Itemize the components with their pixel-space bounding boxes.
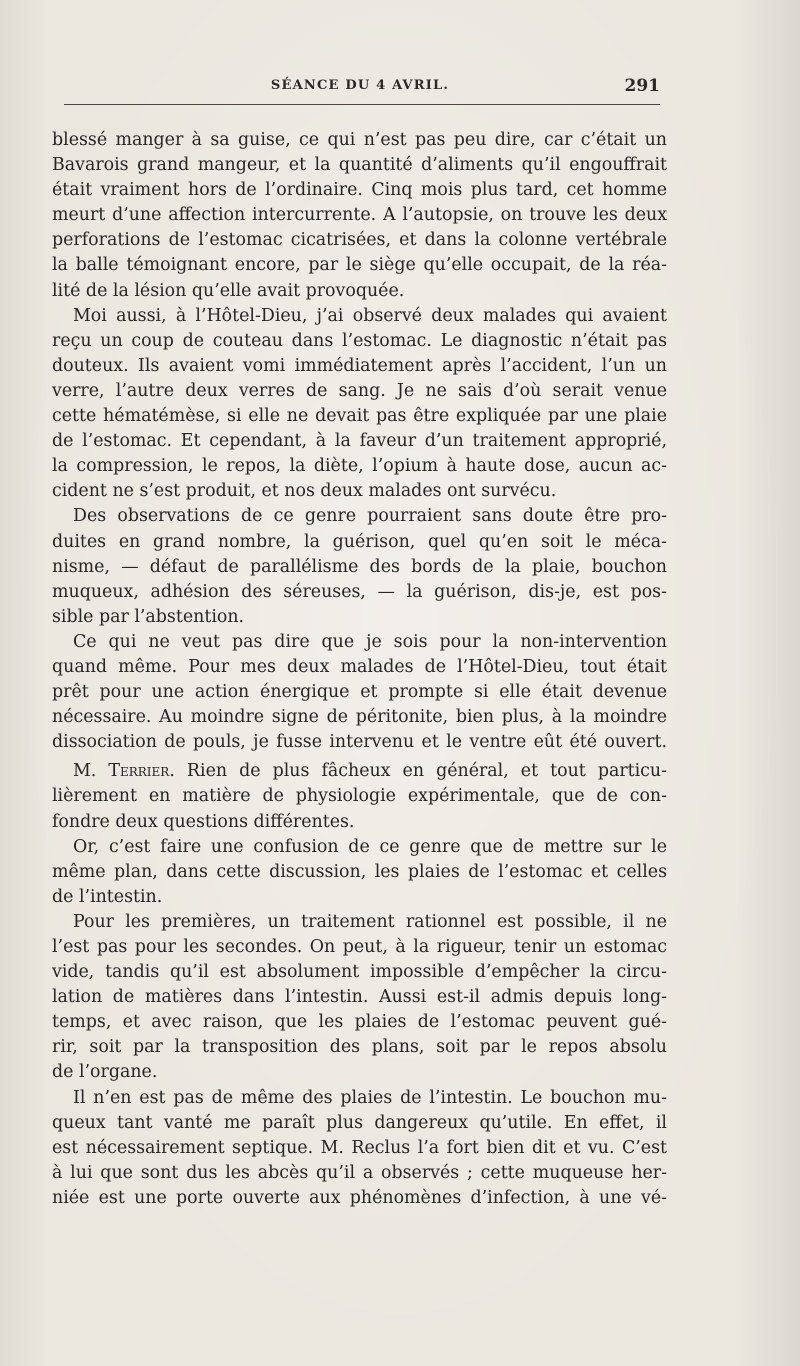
text-line [52,759,667,784]
page-number: 291 [624,76,660,96]
text-line: de l’organe. [52,1062,158,1083]
running-title: SÉANCE DU 4 AVRIL. [270,78,450,93]
text-line: Pour les premières, un traitement rationnel est possible, il ne [73,911,667,932]
text-line: cette hématémèse, si elle ne devait pas être expliquée par une plaie [52,406,667,427]
paragraph [52,304,667,505]
paragraph [52,759,667,834]
text-line: Bavarois grand mangeur, et la quantité d’aliments qu’il engouffrait [52,155,667,176]
text-line: prêt pour une action énergique et prompte si elle était devenue [52,682,667,703]
text-line: muqueux, adhésion des séreuses, — la guérison, dis-je, est pos- [52,581,667,602]
text-line: reçu un coup de couteau dans l’estomac. Le diagnostic n’était pas [52,330,667,351]
text-line: rir, soit par la transposition des plans, soit par le repos absolu [52,1037,667,1058]
paragraph [52,1086,667,1211]
body-text [52,128,667,1211]
text-line: verre, l’autre deux verres de sang. Je ne sais d’où serait venue [52,380,667,401]
text-line: sible par l’abstention. [52,606,245,627]
text-line: queux tant vanté me paraît plus dangereux qu’utile. En effet, il [52,1112,667,1133]
header-rule [64,104,660,105]
text-line: de l’estomac. Et cependant, à la faveur d’un traitement approprié, [52,431,667,452]
text-line: dissociation de pouls, je fusse intervenu et le ventre eût été ouvert. [52,732,667,753]
text-line: nécessaire. Au moindre signe de péritonite, bien plus, à la moindre [52,707,667,728]
paragraph [52,835,667,910]
text-line: duites en grand nombre, la guérison, quel qu’en soit le méca- [52,531,667,552]
text-line: douteux. Ils avaient vomi immédiatement après l’accident, l’un un [52,355,667,376]
running-header [60,76,660,102]
text-line: nisme, — défaut de parallélisme des bords de la plaie, bouchon [52,556,667,577]
speaker-text: Rien de plus fâcheux en général, et tout particu- [186,761,667,782]
text-line: cident ne s’est produit, et nos deux malades ont survécu. [52,481,557,502]
text-line: quand même. Pour mes deux malades de l’Hôtel-Dieu, tout était [52,656,667,677]
text-line: était vraiment hors de l’ordinaire. Cinq mois plus tard, cet homme [52,180,667,201]
text-line: perforations de l’estomac cicatrisées, et dans la colonne vertébrale [52,230,667,251]
text-line: vide, tandis qu’il est absolument impossible d’empêcher la circu- [52,962,667,983]
text-line: lité de la lésion qu’elle avait provoquée. [52,280,405,301]
text-line: Des observations de ce genre pourraient sans doute être pro- [73,506,667,527]
text-line: l’est pas pour les secondes. On peut, à la rigueur, tenir un estomac [52,937,667,957]
paragraph [52,128,667,304]
text-line: Or, c’est faire une confusion de ce genre que de mettre sur le [73,836,667,857]
speaker-name: M. Terrier. [73,761,175,782]
text-line: niée est une porte ouverte aux phénomènes d’infection, à une vé- [52,1187,667,1208]
text-line: meurt d’une affection intercurrente. A l’autopsie, on trouve les deux [52,205,667,226]
text-line: la balle témoignant encore, par le siège qu’elle occupait, de la réa- [52,255,667,276]
text-line: est nécessairement septique. M. Reclus l’a fort bien dit et vu. C’est [52,1137,667,1158]
text-line: Ce qui ne veut pas dire que je sois pour la non-intervention [73,631,667,652]
text-line: fondre deux questions différentes. [52,811,355,832]
text-line: Il n’en est pas de même des plaies de l’intestin. Le bouchon mu- [73,1087,667,1108]
text-line: temps, et avec raison, que les plaies de l’estomac peuvent gué- [52,1012,667,1033]
text-line: lièrement en matière de physiologie expérimentale, que de con- [52,786,667,807]
text-line: de l’intestin. [52,886,163,907]
text-line: la compression, le repos, la diète, l’opium à haute dose, aucun ac- [52,456,667,477]
paragraph [52,910,667,1086]
text-line: à lui que sont dus les abcès qu’il a observés ; cette muqueuse her- [52,1162,667,1183]
paragraph [52,630,667,755]
text-line: Moi aussi, à l’Hôtel-Dieu, j’ai observé deux malades qui avaient [73,305,667,326]
text-line: même plan, dans cette discussion, les plaies de l’estomac et celles [52,861,667,882]
text-line: lation de matières dans l’intestin. Aussi est-il admis depuis long- [52,987,667,1008]
text-line: blessé manger à sa guise, ce qui n’est pas peu dire, car c’était un [52,130,667,150]
paragraph [52,504,667,629]
